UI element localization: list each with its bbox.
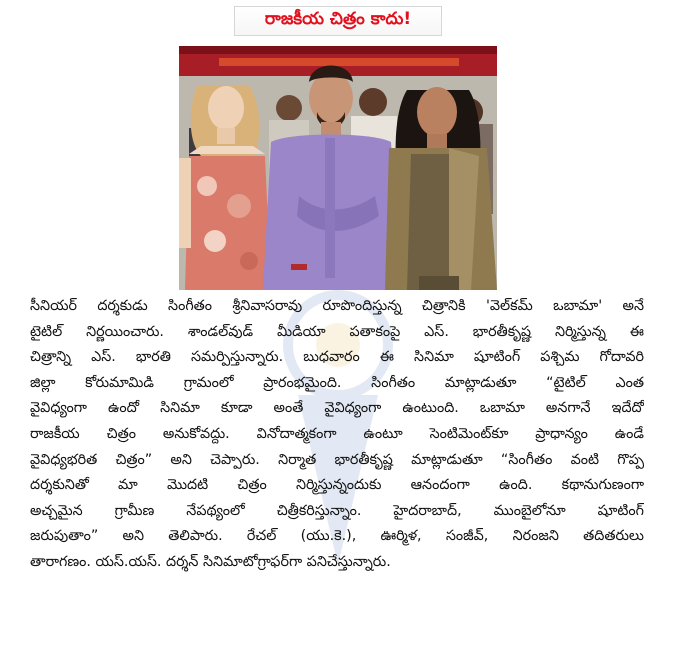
article-line: అచ్చమైన గ్రామీణ నేపథ్యంలో చిత్రీకరిస్తున్నాం. హైదరాబాద్, ముంబైలోనూ షూటింగ్ [30,502,644,519]
headline: రాజకీయ చిత్రం కాదు! [264,9,412,29]
article-line: చిత్రాన్ని ఎస్. భారతి సమర్పిస్తున్నారు. బుధవారం ఈ సినిమా షూటింగ్ పశ్చిమ గోదావరి [30,349,644,366]
article-line: జిల్లా కోరుమామిడి గ్రామంలో ప్రారంభమైంది. సింగీతం మాట్లాడుతూ “టైటిల్ ఎంత [30,374,644,391]
article-line: సీనియర్ దర్శకుడు సింగీతం శ్రీనివాసరావు రూపొందిస్తున్న చిత్రానికి 'వెల్‌కమ్ ఒబామా' అనే [30,298,644,314]
article-photo [179,46,497,290]
headline-box [234,6,442,36]
article-line: రాజకీయ చిత్రం అనుకోవద్దు. వినోదాత్మకంగా ఉంటూ సెంటిమెంట్‌కూ ప్రాధాన్యం ఉండే [30,425,644,442]
article-line: టైటిల్ నిర్ణయించారు. శాండల్‌వుడ్ మీడియా పతాకంపై ఎస్. భారతీకృష్ణ నిర్మిస్తున్న ఈ [30,323,644,340]
article-line: దర్శకునితో మా మొదటి చిత్రం నిర్మిస్తున్నందుకు ఆనందంగా ఉంది. కథానుగుణంగా [30,477,644,494]
article-line: జరుపుతాం” అని తెలిపారు. రేచల్ (యు.కె.), ఊర్మిళ, సంజీవ్, నిరంజని తదితరులు [30,528,644,545]
article-body [30,294,644,576]
article-line: వైవిధ్యభరిత చిత్రం” అని చెప్పారు. నిర్మాత భారతీకృష్ణ మాట్లాడుతూ “సింగీతం వంటి గొప్ప [30,451,644,468]
article-line: వైవిధ్యంగా ఉందో సినిమా కూడా అంతే వైవిధ్యంగా ఉంటుంది. ఒబామా అనగానే ఇదేదో [30,400,644,417]
article-line: తారాగణం. యస్.యస్. దర్శన్ సినిమాటోగ్రాఫర్‌గా పనిచేస్తున్నారు. [30,553,391,570]
